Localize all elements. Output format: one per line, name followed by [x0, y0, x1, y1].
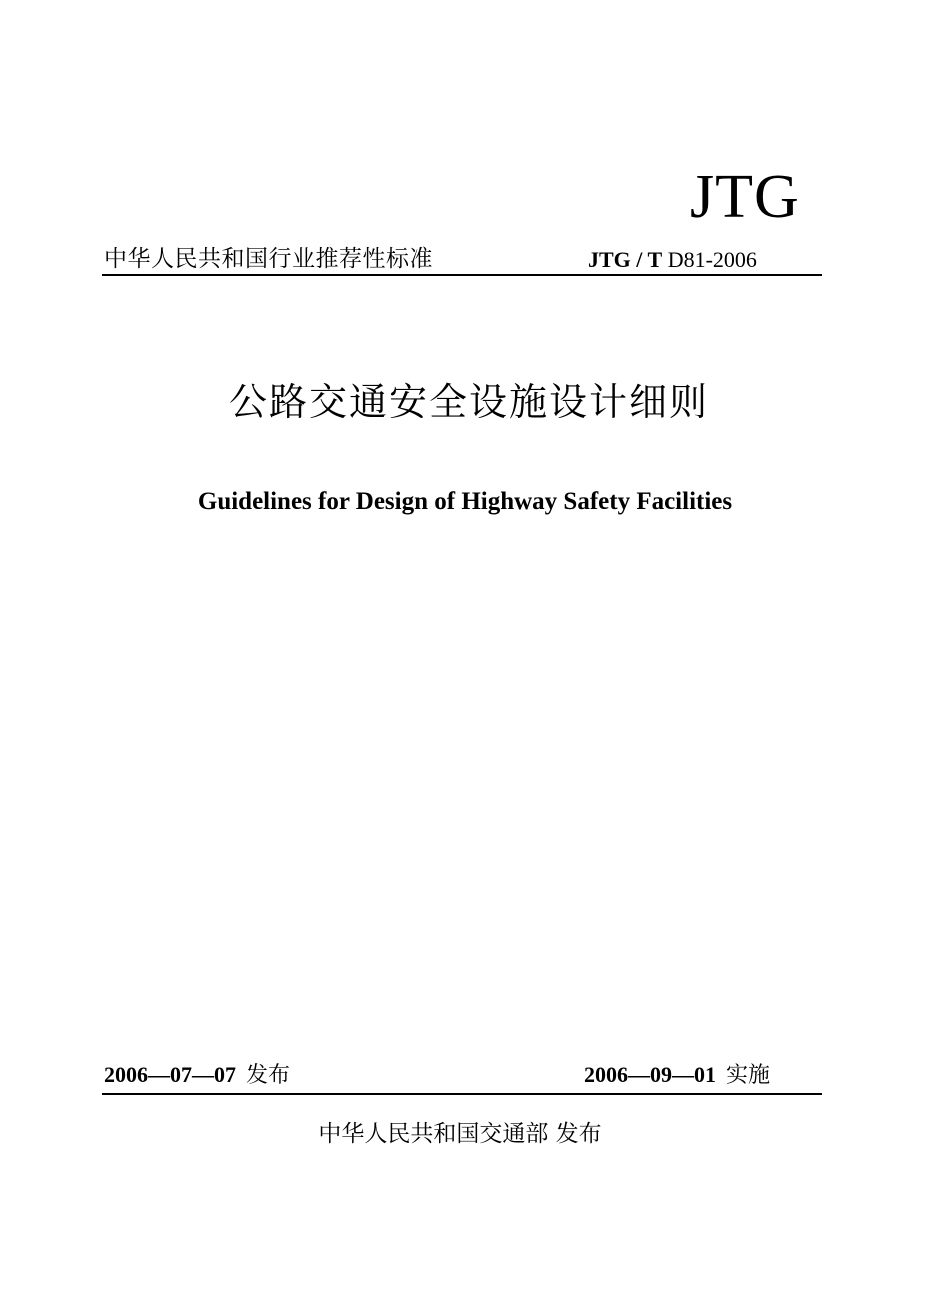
implement-date-line: [584, 1060, 770, 1091]
implement-label: 实施: [726, 1063, 771, 1088]
issue-date: 2006—07—07: [104, 1062, 236, 1087]
publisher-line: 中华人民共和国交通部 发布: [318, 1121, 602, 1147]
standard-code-number: D81-2006: [662, 247, 757, 272]
header-divider: [102, 274, 822, 276]
standard-code-prefix: JTG / T: [588, 247, 663, 272]
implement-date: 2006—09—01: [584, 1062, 716, 1087]
jtg-logo: JTG: [690, 163, 800, 231]
issue-label: 发布: [246, 1063, 291, 1088]
document-title-chinese: 公路交通安全设施设计细则: [228, 380, 709, 424]
document-title-english: Guidelines for Design of Highway Safety Facilities: [197, 488, 733, 515]
standard-category: 中华人民共和国行业推荐性标准: [104, 246, 433, 272]
issue-date-line: [104, 1060, 290, 1091]
footer-divider: [102, 1093, 822, 1095]
standard-code: [588, 246, 757, 274]
